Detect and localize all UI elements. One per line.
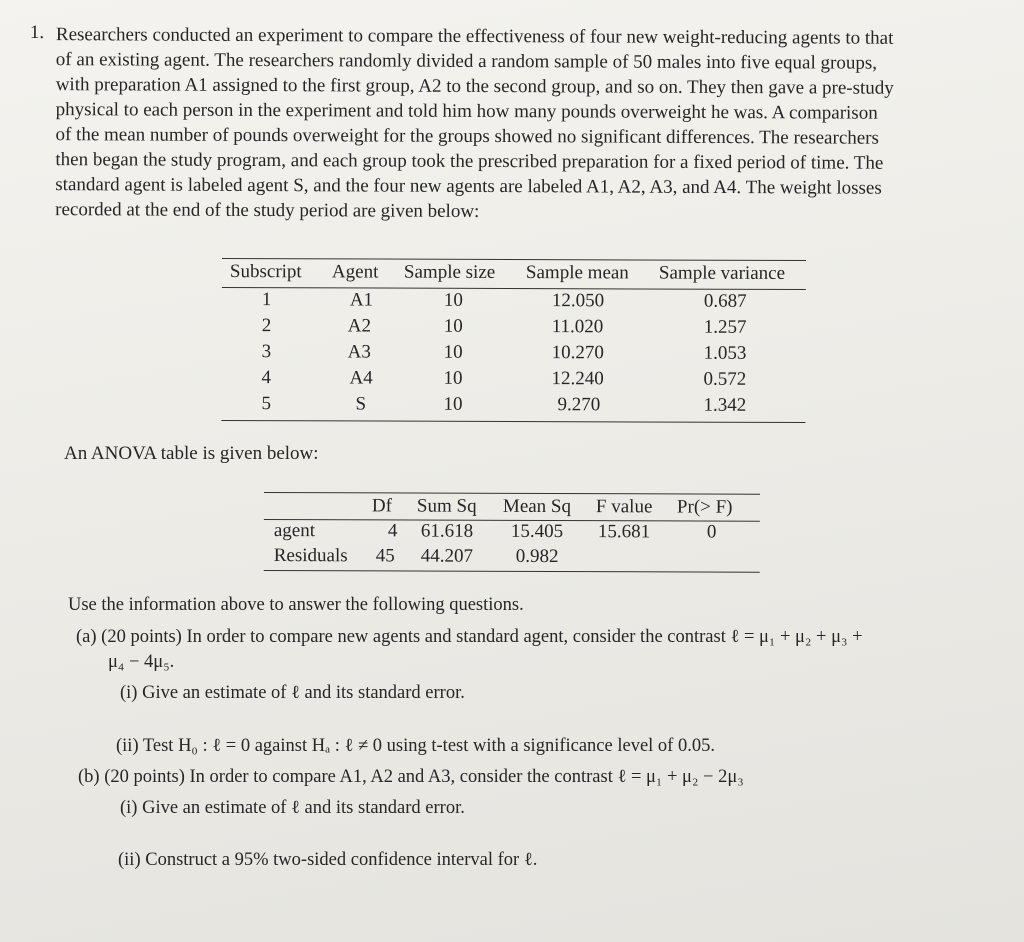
table-cell: 1.053: [703, 342, 747, 364]
table-cell: A3: [347, 341, 371, 363]
table-cell: 0.982: [515, 545, 559, 568]
table-cell: 10: [443, 341, 463, 363]
table-cell: 5: [261, 393, 272, 415]
table-cell: 4: [261, 367, 272, 389]
column-header: Df: [371, 495, 393, 517]
table-bottom-rule: [221, 420, 805, 423]
table-cell: 15.681: [597, 521, 651, 543]
table-cell: 9.270: [557, 394, 601, 416]
question-a-i: (i) Give an estimate of ℓ and its standard error.: [120, 683, 465, 703]
row-label: Residuals: [273, 545, 348, 567]
table-cell: A2: [347, 315, 372, 337]
table-cell: 10: [443, 289, 463, 311]
question-a-ii: (ii) Test H₀ : ℓ = 0 against Hₐ : ℓ ≠ 0 using t-test with a significance level of 0.05.: [116, 736, 715, 756]
table-cell: 3: [261, 341, 272, 363]
column-header: Subscript: [229, 261, 302, 283]
table-cell: 2: [261, 315, 272, 337]
row-label: agent: [273, 520, 316, 542]
table-cell: 0.572: [703, 368, 747, 390]
question-b-ii: (ii) Construct a 95% two-sided confidence interval for ℓ.: [118, 850, 538, 870]
question-a-continuation: μ₄ − 4μ₅.: [108, 652, 175, 672]
column-header: F value: [595, 496, 653, 518]
summary-table: [222, 256, 806, 416]
table-bottom-rule: [264, 570, 760, 573]
question-b: (b) (20 points) In order to compare A1, A2 and A3, consider the contrast ℓ = μ₁ + μ₂ − 2μ₃: [78, 767, 744, 787]
problem-line: of an existing agent. The researchers randomly divided a random sample of 50 males into five equal groups,: [55, 49, 878, 74]
anova-table: [264, 490, 760, 568]
table-cell: 10: [443, 367, 463, 389]
column-header: Sample size: [403, 261, 496, 283]
column-header: Pr(> F): [676, 496, 733, 518]
table-cell: 0.687: [703, 290, 747, 312]
table-cell: 44.207: [420, 545, 474, 567]
table-cell: 61.618: [420, 520, 474, 542]
table-cell: A1: [349, 289, 374, 311]
problem-number: 1.: [29, 22, 45, 44]
problem-paragraph: [55, 22, 980, 226]
table-cell: 11.020: [551, 316, 604, 338]
questions-intro: Use the information above to answer the following questions.: [68, 595, 524, 615]
column-header: Agent: [331, 261, 379, 283]
table-cell: 10: [443, 393, 463, 415]
table-cell: 1.342: [703, 394, 747, 416]
table-cell: 45: [375, 545, 395, 567]
problem-line: physical to each person in the experiment and told him how many pounds overweight he was. A comparison: [55, 99, 878, 124]
table-cell: A4: [349, 367, 373, 389]
table-top-rule: [222, 258, 806, 261]
table-cell: 12.050: [551, 290, 605, 312]
column-header: Sum Sq: [416, 495, 477, 517]
problem-statement: [29, 22, 980, 222]
table-cell: 12.240: [551, 368, 604, 390]
anova-intro-text: An ANOVA table is given below:: [64, 443, 319, 464]
problem-line: of the mean number of pounds overweight for the groups showed no significant differences. The researchers: [55, 124, 879, 149]
problem-line: standard agent is labeled agent S, and the four new agents are labeled A1, A2, A3, and A4. The weight losses: [55, 174, 882, 199]
problem-line: recorded at the end of the study period are given below:: [55, 199, 480, 222]
column-header: Sample mean: [525, 262, 629, 284]
column-header: Mean Sq: [502, 495, 572, 518]
table-cell: 15.405: [510, 520, 564, 543]
question-a: (a) (20 points) In order to compare new agents and standard agent, consider the contrast ℓ = μ₁ + μ₂ + μ₃ +: [76, 627, 863, 647]
table-cell: 1: [261, 289, 272, 311]
problem-line: then began the study program, and each group took the prescribed preparation for a fixed period of time. The: [55, 149, 884, 174]
table-cell: 0: [706, 521, 717, 543]
problem-line: Researchers conducted an experiment to compare the effectiveness of four new weight-reducing agents to that: [55, 24, 894, 49]
column-header: Sample variance: [658, 262, 786, 284]
table-cell: 4: [387, 520, 398, 542]
question-b-i: (i) Give an estimate of ℓ and its standard error.: [120, 798, 465, 818]
table-cell: S: [355, 393, 367, 415]
table-cell: 1.257: [703, 316, 747, 338]
table-cell: 10.270: [551, 342, 604, 364]
problem-line: with preparation A1 assigned to the first group, A2 to the second group, and so on. They then gave a pre-study: [55, 74, 894, 99]
table-cell: 10: [443, 315, 463, 337]
